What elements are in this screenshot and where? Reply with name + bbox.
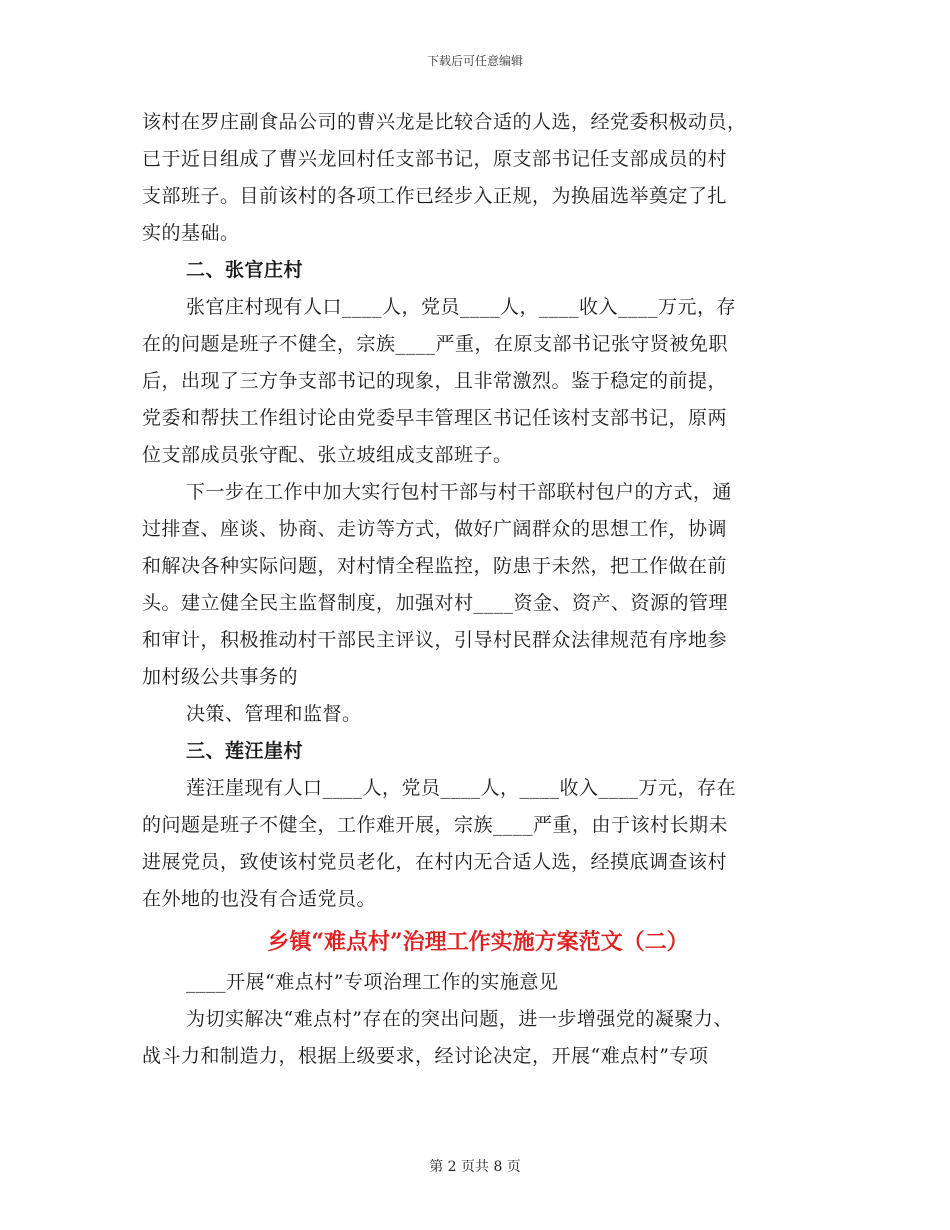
paragraph-line: 后，出现了三方争支部书记的现象，且非常激烈。鉴于稳定的前提， (142, 370, 728, 392)
paragraph-line: 实的基础。 (142, 222, 240, 244)
paragraph-line: 支部班子。目前该村的各项工作已经步入正规，为换届选举奠定了扎 (142, 185, 728, 207)
section-heading: 三、莲汪崖村 (186, 740, 304, 762)
paragraph-line: 加村级公共事务的 (142, 666, 299, 688)
paragraph-line: 决策、管理和监督。 (186, 703, 362, 725)
paragraph-line: 和审计，积极推动村干部民主评议，引导村民群众法律规范有序地参 (142, 629, 728, 651)
page-footer: 第 2 页共 8 页 (429, 1159, 521, 1175)
paragraph-line: 的问题是班子不健全，工作难开展，宗族____严重，由于该村长期未 (142, 814, 729, 836)
paragraph-line: 为切实解决“难点村”存在的突出问题，进一步增强党的凝聚力、 (186, 1008, 733, 1030)
paragraph-line: 该村在罗庄副食品公司的曹兴龙是比较合适的人选，经党委积极动员， (142, 111, 747, 133)
paragraph-line: 在外地的也没有合适党员。 (142, 888, 377, 910)
paragraph-line: 在的问题是班子不健全，宗族____严重，在原支部书记张守贤被免职 (142, 333, 729, 355)
paragraph-line: ____开展“难点村”专项治理工作的实施意见 (186, 971, 559, 993)
paragraph-line: 位支部成员张守配、张立坡组成支部班子。 (142, 444, 513, 466)
paragraph-line: 战斗力和制造力，根据上级要求，经讨论决定，开展“难点村”专项 (142, 1045, 709, 1067)
paragraph-line: 党委和帮扶工作组讨论由党委早丰管理区书记任该村支部书记，原两 (142, 407, 728, 429)
paragraph-line: 下一步在工作中加大实行包村干部与村干部联村包户的方式，通 (186, 481, 733, 503)
section-heading: 二、张官庄村 (186, 259, 304, 281)
document-title: 乡镇“难点村”治理工作实施方案范文（二） (267, 929, 689, 955)
page-header: 下载后可任意编辑 (426, 54, 523, 68)
paragraph-line: 已于近日组成了曹兴龙回村任支部书记，原支部书记任支部成员的村 (142, 148, 728, 170)
paragraph-line: 进展党员，致使该村党员老化，在村内无合适人选，经摸底调查该村 (142, 851, 728, 873)
paragraph-line: 张官庄村现有人口____人，党员____人，____收入____万元，存 (186, 296, 737, 318)
document-body (142, 104, 802, 1075)
paragraph-line: 莲汪崖现有人口____人，党员____人，____收入____万元，存在 (186, 777, 737, 799)
paragraph-line: 头。建立健全民主监督制度，加强对村____资金、资产、资源的管理 (142, 592, 729, 614)
paragraph-line: 过排查、座谈、协商、走访等方式，做好广阔群众的思想工作，协调 (142, 518, 728, 540)
paragraph-line: 和解决各种实际问题，对村情全程监控，防患于未然，把工作做在前 (142, 555, 728, 577)
